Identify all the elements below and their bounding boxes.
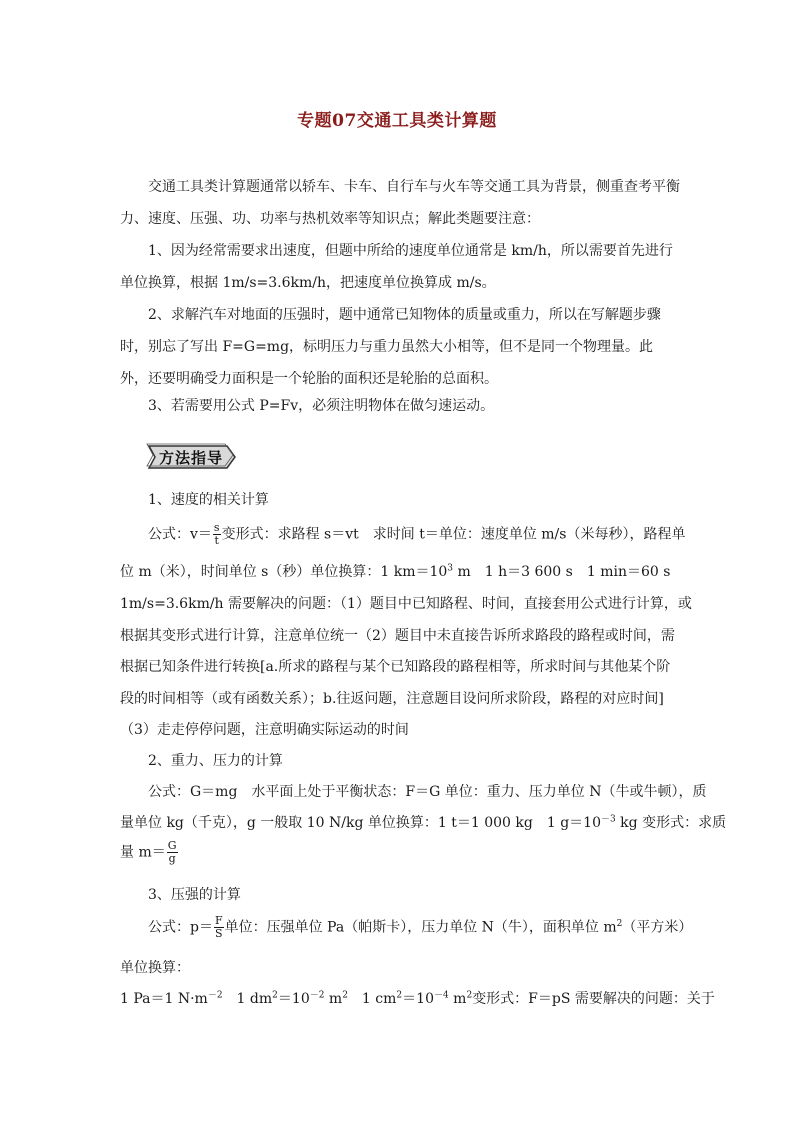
section-3-line-1: 公式：p＝ $\frac{F}{S}$ 单位：压强单位 Pa（帕斯卡），压力单位 N（牛），面积单位 $m^2$（平方米）	[148, 914, 693, 940]
note-1-paragraph: 1、因为经常需要求出速度，但题中所给的速度单位通常是 km/h，所以需要首先进行单位换算，根据 1m/s=3.6km/h，把速度单位换算成 m/s。	[120, 243, 673, 291]
page-title: 专题07交通工具类计算题	[297, 111, 497, 131]
section-1-line-6: 段的时间相等（或有函数关系）；b.往返问题，注意题目设问所求阶段，路程的对应时间]	[120, 691, 664, 707]
section-2-heading: 2、重力、压力的计算	[148, 753, 283, 769]
note-3-paragraph: 3、若需要用公式 P=Fv，必须注明物体在做匀速运动。	[148, 398, 495, 414]
note-2-paragraph: 2、求解汽车对地面的压强时，题中通常已知物体的质量或重力，所以在写解题步骤时，别忘了写出 F=G=mg，标明压力与重力虽然大小相等，但不是同一个物理量。此外，还要明确受力面积是一个轮胎的面积还是轮胎的总面积。	[120, 307, 661, 387]
section-1-line-4: 根据其变形式进行计算，注意单位统一（2）题目中未直接告诉所求路段的路程或时间，需	[120, 628, 675, 644]
section-1-line-7: （3）走走停停问题，注意明确实际运动的时间	[120, 722, 409, 738]
badge-label: 方法指导	[159, 449, 224, 467]
section-2-line-3: 量 m＝ $\frac{G}{g}$	[120, 839, 177, 865]
fraction-f-over-s: $\frac{F}{S}$	[214, 914, 223, 940]
section-1-line-2: 位 m（米），时间单位 s（秒）单位换算：1 $km=10^3$ m 1 h＝3 600 s 1 min＝60 s	[120, 563, 671, 580]
intro-paragraph: 交通工具类计算题通常以轿车、卡车、自行车与火车等交通工具为背景，侧重查考平衡力、速度、压强、功、功率与热机效率等知识点；解此类题要注意：	[120, 179, 680, 227]
section-1-line-1: 公式：v＝ $\frac{s}{t}$ 变形式：求路程 s＝vt 求时间 t＝单位：速度单位 m/s（米每秒），路程单	[148, 521, 686, 547]
method-guide-badge	[145, 442, 237, 472]
section-3-line-3: 1 Pa＝1 $N\cdot m^{-2}$ 1 $dm^2=10^{-2}$ $m^2$ 1 $cm^2=10^{-4}$ $m^2$变形式：F＝pS 需要解决的问题：关于	[120, 990, 715, 1007]
section-3-line-2: 单位换算：	[120, 960, 190, 976]
section-1-line-3: 1m/s=3.6km/h 需要解决的问题：（1）题目中已知路程、时间，直接套用公式进行计算，或	[120, 596, 692, 612]
fraction-g-over-g: $\frac{G}{g}$	[167, 839, 177, 865]
fraction-s-over-t: $\frac{s}{t}$	[213, 521, 220, 547]
section-2-line-2: 量单位 kg（千克），g 一般取 10 N/kg 单位换算：1 t＝1 000 kg 1 $g=10^{-3}$ kg 变形式：求质	[120, 814, 727, 831]
section-1-line-5: 根据已知条件进行转换[a.所求的路程与某个已知路段的路程相等，所求时间与其他某个阶	[120, 659, 671, 675]
section-2-line-1: 公式：G＝mg 水平面上处于平衡状态：F＝G 单位：重力、压力单位 N（牛或牛顿），质	[148, 784, 707, 800]
section-3-heading: 3、压强的计算	[148, 887, 241, 903]
section-1-heading: 1、速度的相关计算	[148, 492, 269, 508]
